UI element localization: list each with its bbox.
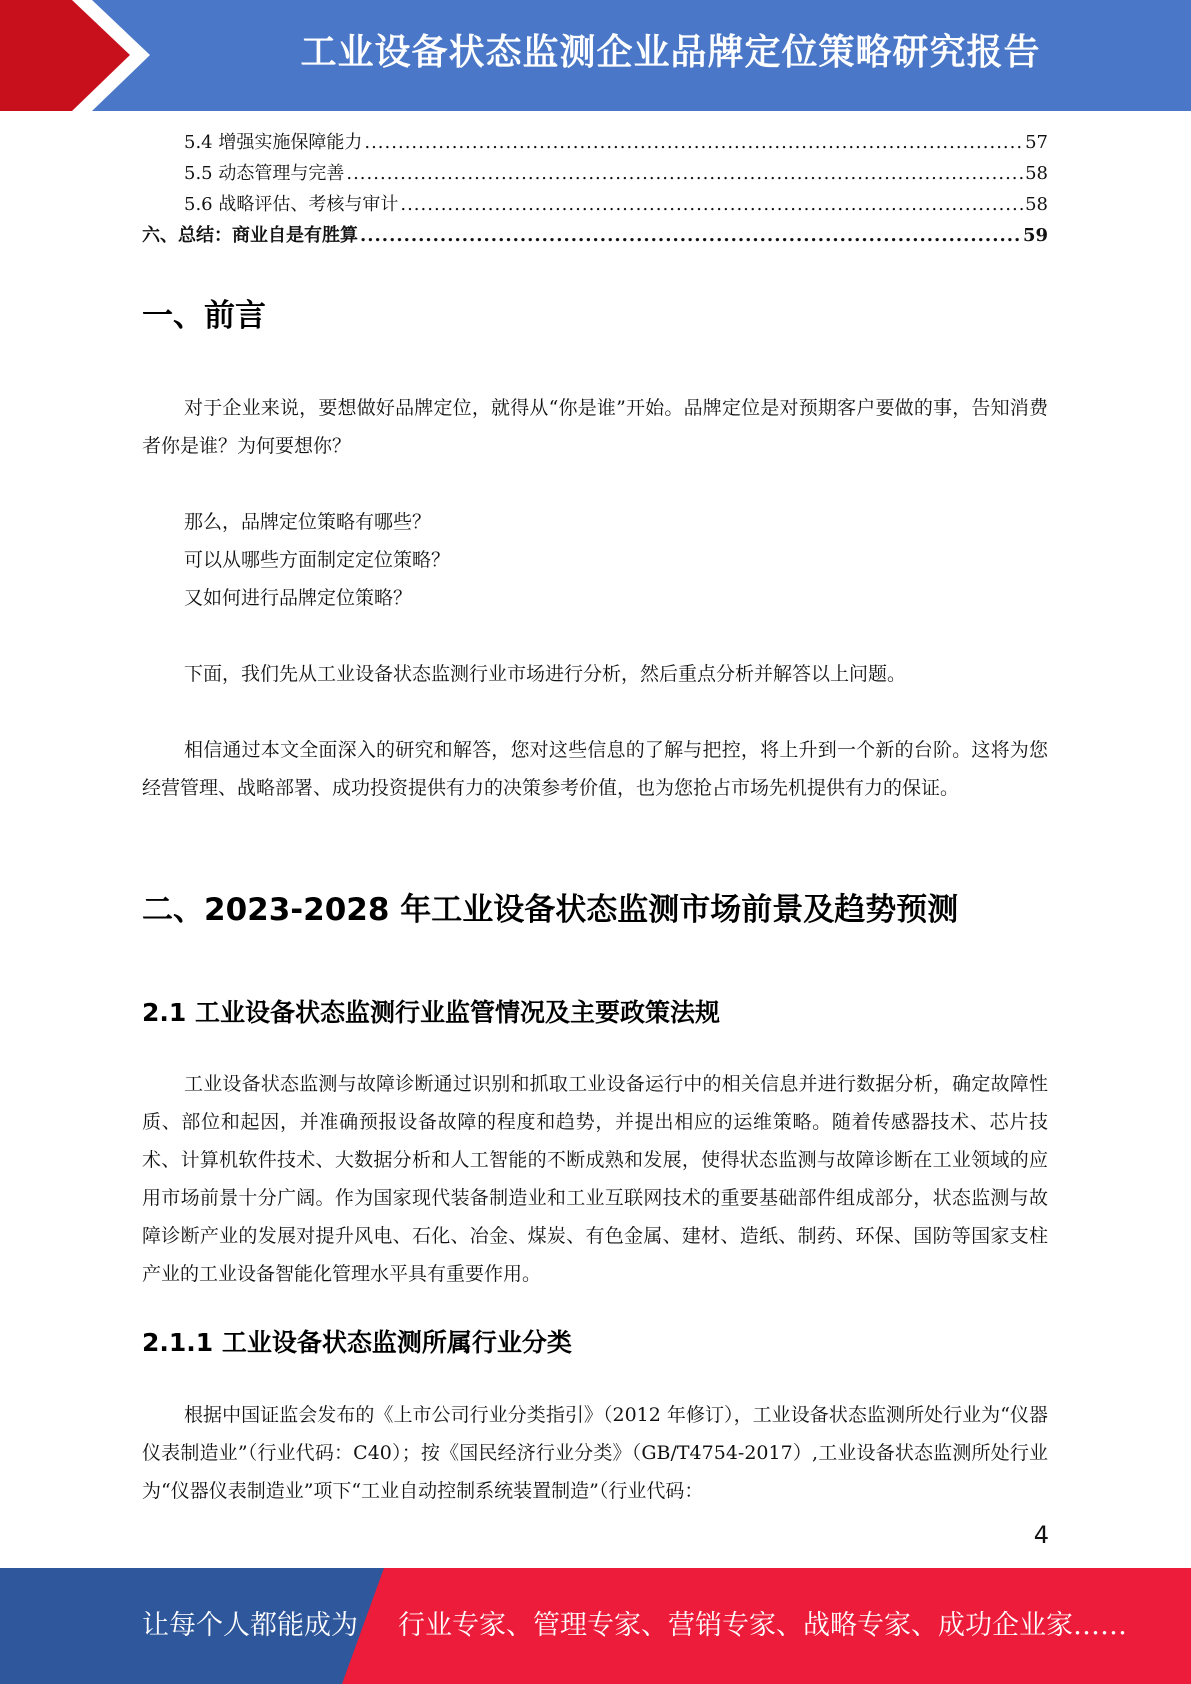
question-line: 那么，品牌定位策略有哪些？: [184, 511, 432, 533]
toc-leader-dots: [400, 189, 1023, 220]
toc-entry[interactable]: [142, 127, 1048, 158]
paragraph: 下面，我们先从工业设备状态监测行业市场进行分析，然后重点分析并解答以上问题。: [184, 663, 907, 685]
toc-entry[interactable]: [142, 158, 1048, 189]
toc-leader-dots: [364, 127, 1023, 158]
header-red-arrow-decoration: [0, 0, 150, 111]
toc-leader-dots: [360, 220, 1021, 251]
paragraph: 对于企业来说，要想做好品牌定位，就得从“你是谁”开始。品牌定位是对预期客户要做的事，告知消费者你是谁？为何要想你？: [142, 397, 1048, 457]
page-header: [0, 0, 1191, 111]
toc-entry-page: 57: [1025, 132, 1048, 153]
paragraph: 工业设备状态监测与故障诊断通过识别和抓取工业设备运行中的相关信息并进行数据分析，确定故障性质、部位和起因，并准确预报设备故障的程度和趋势，并提出相应的运维策略。随着传感器技术、芯片技术、计算机软件技术、大数据分析和人工智能的不断成熟和发展，使得状态监测与故障诊断在工业领域的应用市场前景十分广阔。作为国家现代装备制造业和工业互联网技术的重要基础部件组成部分，状态监测与故障诊断产业的发展对提升风电、石化、冶金、煤炭、有色金属、建材、造纸、制药、环保、国防等国家支柱产业的工业设备智能化管理水平具有重要作用。: [142, 1073, 1048, 1285]
toc-entry-page: 59: [1022, 225, 1048, 246]
section-heading-preface: 一、前言: [142, 298, 266, 334]
toc-leader-dots: [346, 158, 1023, 189]
footer-slogan-left: 让每个人都能成为: [142, 1610, 358, 1641]
toc-entry-label: 5.5 动态管理与完善: [184, 163, 345, 184]
toc-entry[interactable]: [142, 189, 1048, 220]
toc-entry[interactable]: [142, 220, 1048, 251]
page-footer: [0, 1568, 1191, 1684]
question-line: 可以从哪些方面制定定位策略？: [184, 549, 451, 571]
subsection-heading: 2.1.1 工业设备状态监测所属行业分类: [142, 1328, 572, 1357]
table-of-contents: [142, 127, 1048, 251]
page-number: 4: [1033, 1521, 1049, 1549]
subsection-heading: 2.1 工业设备状态监测行业监管情况及主要政策法规: [142, 998, 720, 1027]
toc-entry-label: 5.6 战略评估、考核与审计: [184, 194, 399, 215]
section-heading-market-outlook: 二、2023-2028 年工业设备状态监测市场前景及趋势预测: [142, 892, 959, 928]
question-line: 又如何进行品牌定位策略？: [184, 587, 413, 609]
footer-slogan-right: 行业专家、管理专家、营销专家、战略专家、成功企业家……: [398, 1610, 1127, 1641]
paragraph: 根据中国证监会发布的《上市公司行业分类指引》（2012 年修订），工业设备状态监测所处行业为“仪器仪表制造业”（行业代码：C40）；按《国民经济行业分类》（GB/T4754-2017）,工业设备状态监测所处行业为“仪器仪表制造业”项下“工业自动控制系统装置制造”（行业代码：: [142, 1404, 1048, 1502]
toc-entry-label: 5.4 增强实施保障能力: [184, 132, 363, 153]
toc-entry-page: 58: [1025, 163, 1048, 184]
paragraph: 相信通过本文全面深入的研究和解答，您对这些信息的了解与把控，将上升到一个新的台阶。这将为您经营管理、战略部署、成功投资提供有力的决策参考价值，也为您抢占市场先机提供有力的保证。: [142, 739, 1048, 799]
report-title: 工业设备状态监测企业品牌定位策略研究报告: [300, 32, 1041, 73]
toc-entry-label: 六、总结：商业自是有胜算: [142, 225, 358, 246]
toc-entry-page: 58: [1025, 194, 1048, 215]
